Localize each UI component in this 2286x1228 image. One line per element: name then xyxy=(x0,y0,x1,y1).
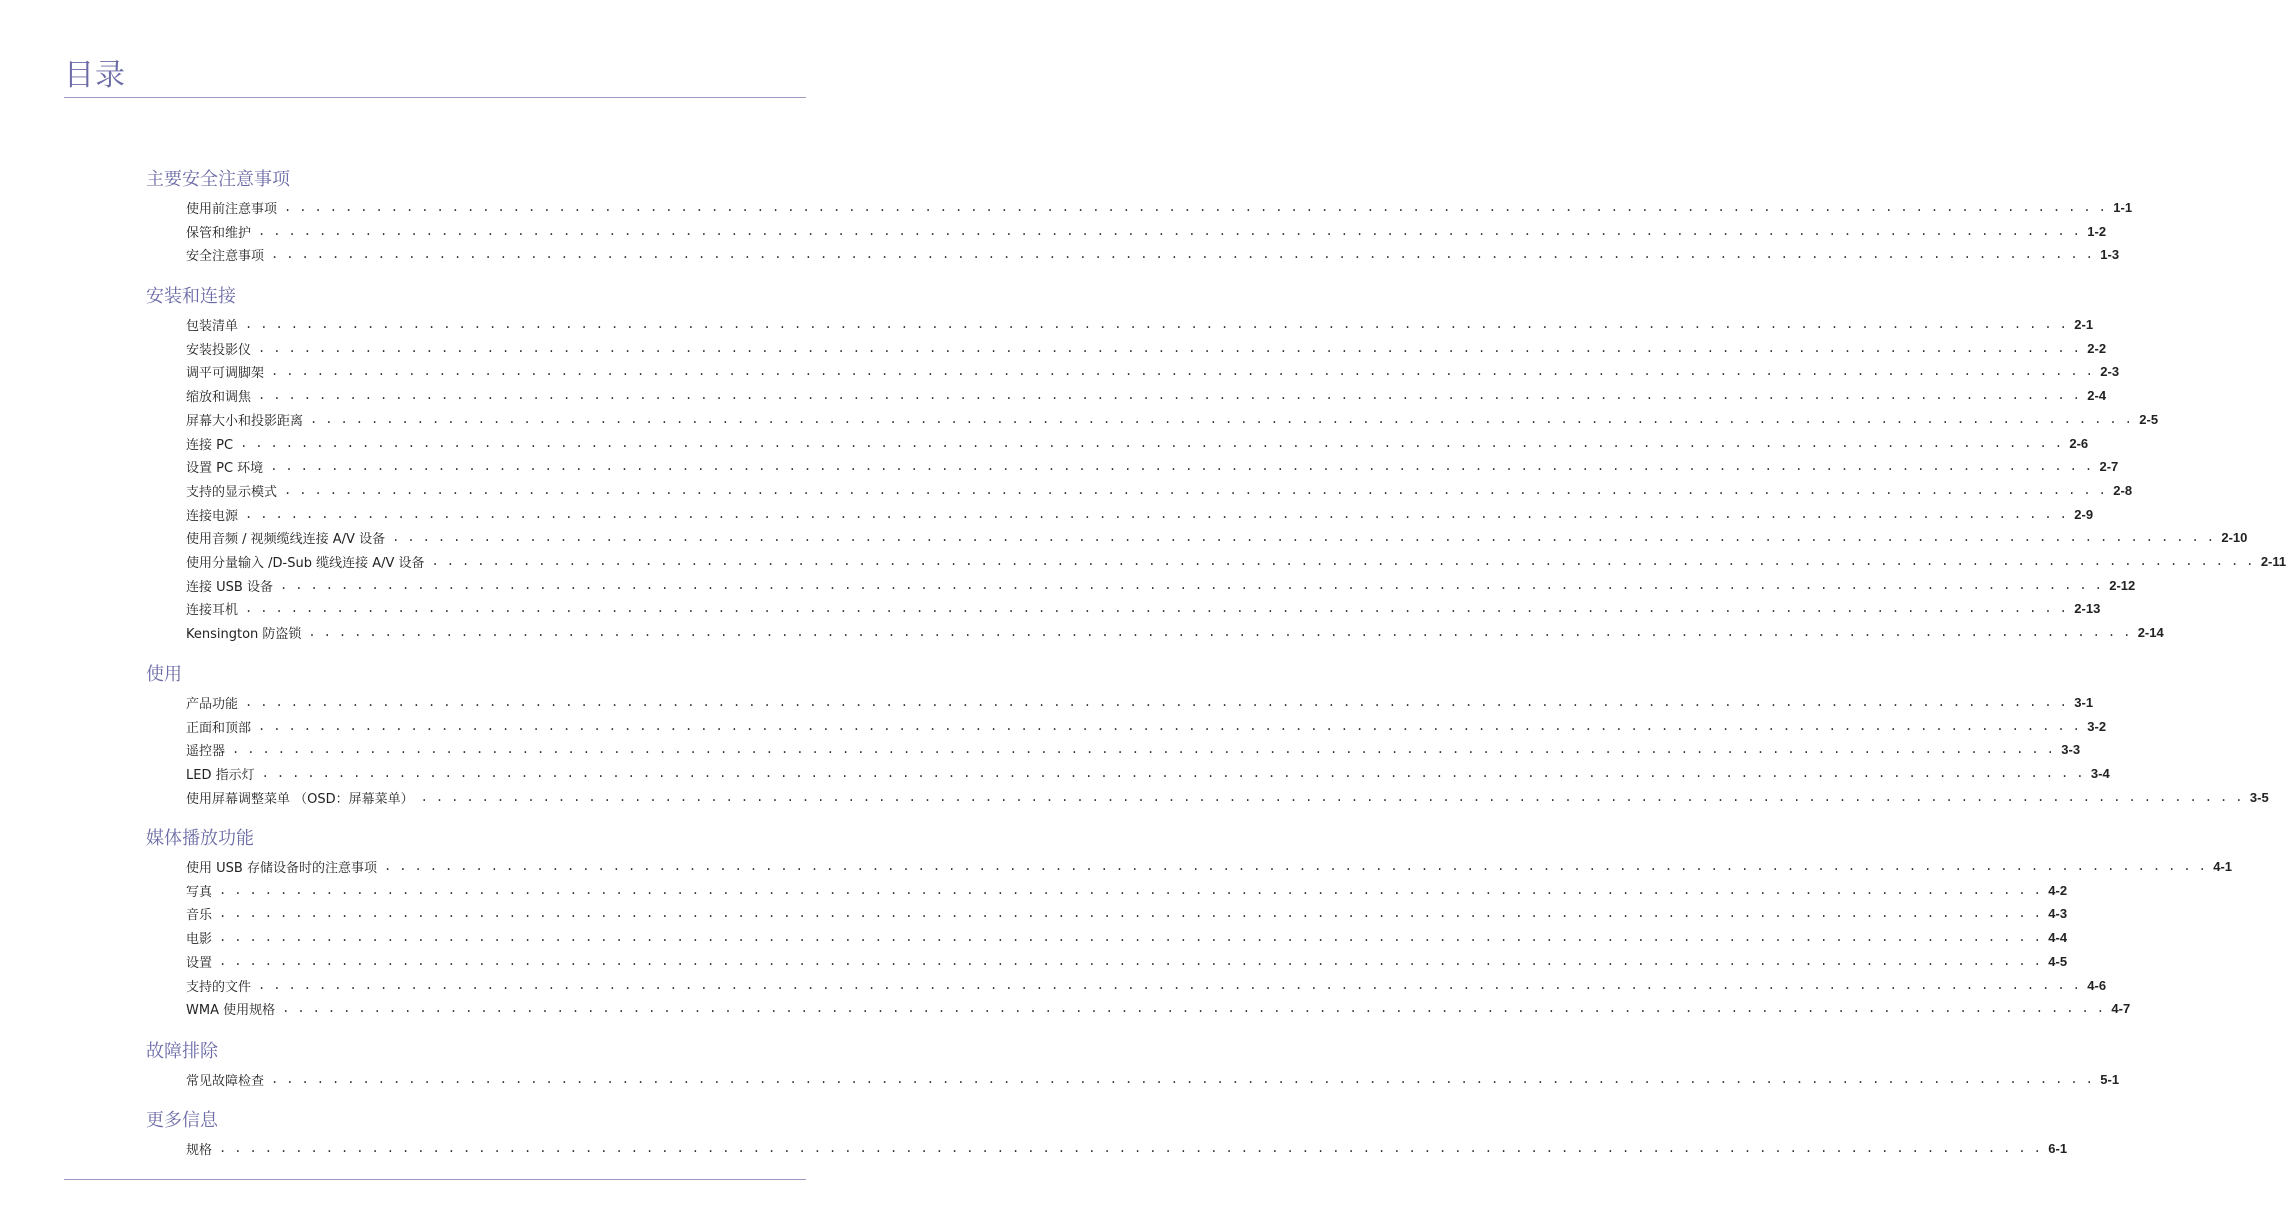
dot-leader: . . . . . . . . . . . . . . . . . . . . . . . . . . . . . . . . . . . . . . . . . . . . . . . . . . . . . . . . . . . . . . . . . . . . . . . . . . . . . . . . . . . . . . . . . . . . . . . . . . . . . . . . . . . . . . . . . . . . . . . . xyxy=(392,530,2215,544)
toc-entry-label: 产品功能 xyxy=(186,696,239,712)
section-heading: 使用 xyxy=(146,664,182,685)
toc-entry-label: 正面和顶部 xyxy=(186,720,252,736)
toc-entry-label: 使用音频 / 视频缆线连接 A/V 设备 xyxy=(186,531,386,547)
toc-entry[interactable] xyxy=(186,576,2136,595)
toc-entry[interactable] xyxy=(186,198,2133,217)
toc-entry-page-number: 3-1 xyxy=(2074,694,2094,710)
section-heading: 安装和连接 xyxy=(146,286,236,307)
toc-entry-label: 保管和维护 xyxy=(186,225,252,241)
toc-entry-page-number: 5-1 xyxy=(2100,1071,2120,1087)
toc-entry[interactable] xyxy=(186,857,2233,876)
toc-entry-label: 设置 PC 环境 xyxy=(186,460,264,476)
toc-entry-page-number: 4-2 xyxy=(2048,882,2068,898)
dot-leader: . . . . . . . . . . . . . . . . . . . . . . . . . . . . . . . . . . . . . . . . . . . . . . . . . . . . . . . . . . . . . . . . . . . . . . . . . . . . . . . . . . . . . . . . . . . . . . . . . . . . . . . . . . . . . . . . . . . . . . . . xyxy=(232,742,2055,756)
toc-entry-page-number: 4-7 xyxy=(2111,1000,2131,1016)
dot-leader: . . . . . . . . . . . . . . . . . . . . . . . . . . . . . . . . . . . . . . . . . . . . . . . . . . . . . . . . . . . . . . . . . . . . . . . . . . . . . . . . . . . . . . . . . . . . . . . . . . . . . . . . . . . . . . . . . . . . . . . . xyxy=(284,200,2107,214)
toc-entry-page-number: 2-4 xyxy=(2087,387,2107,403)
toc-entry-label: 连接电源 xyxy=(186,508,239,524)
toc-entry[interactable] xyxy=(186,599,2101,618)
toc-entry-label: 常见故障检查 xyxy=(186,1073,265,1089)
toc-entry-label: Kensington 防盗锁 xyxy=(186,626,302,642)
toc-entry[interactable] xyxy=(186,386,2107,405)
toc-entry-label: 安装投影仪 xyxy=(186,342,252,358)
section-heading: 主要安全注意事项 xyxy=(146,169,290,190)
dot-leader: . . . . . . . . . . . . . . . . . . . . . . . . . . . . . . . . . . . . . . . . . . . . . . . . . . . . . . . . . . . . . . . . . . . . . . . . . . . . . . . . . . . . . . . . . . . . . . . . . . . . . . . . . . . . . . . . . . . . . . . . xyxy=(245,601,2068,615)
dot-leader: . . . . . . . . . . . . . . . . . . . . . . . . . . . . . . . . . . . . . . . . . . . . . . . . . . . . . . . . . . . . . . . . . . . . . . . . . . . . . . . . . . . . . . . . . . . . . . . . . . . . . . . . . . . . . . . . . . . . . . . . xyxy=(219,906,2042,920)
toc-entry[interactable] xyxy=(186,528,2248,547)
toc-entry[interactable] xyxy=(186,788,2269,807)
dot-leader: . . . . . . . . . . . . . . . . . . . . . . . . . . . . . . . . . . . . . . . . . . . . . . . . . . . . . . . . . . . . . . . . . . . . . . . . . . . . . . . . . . . . . . . . . . . . . . . . . . . . . . . . . . . . . . . . . . . . . . . . xyxy=(245,695,2068,709)
toc-entry-page-number: 2-1 xyxy=(2074,316,2094,332)
page-title: 目录 xyxy=(64,58,126,93)
toc-entry-label: 设置 xyxy=(186,955,213,971)
toc-entry[interactable] xyxy=(186,623,2164,642)
toc-entry[interactable] xyxy=(186,952,2068,971)
dot-leader: . . . . . . . . . . . . . . . . . . . . . . . . . . . . . . . . . . . . . . . . . . . . . . . . . . . . . . . . . . . . . . . . . . . . . . . . . . . . . . . . . . . . . . . . . . . . . . . . . . . . . . . . . . . . . . . . . . . . . . . . xyxy=(219,883,2042,897)
toc-entry-page-number: 4-3 xyxy=(2048,905,2068,921)
toc-entry[interactable] xyxy=(186,410,2159,429)
toc-entry-label: 连接耳机 xyxy=(186,602,239,618)
toc-entry-page-number: 3-3 xyxy=(2061,741,2081,757)
dot-leader: . . . . . . . . . . . . . . . . . . . . . . . . . . . . . . . . . . . . . . . . . . . . . . . . . . . . . . . . . . . . . . . . . . . . . . . . . . . . . . . . . . . . . . . . . . . . . . . . . . . . . . . . . . . . . . . . . . . . . . . . xyxy=(258,224,2081,238)
toc-entry-label: 写真 xyxy=(186,884,213,900)
toc-entry-label: 使用分量输入 /D-Sub 缆线连接 A/V 设备 xyxy=(186,555,425,571)
toc-entry-label: 调平可调脚架 xyxy=(186,365,265,381)
toc-entry-page-number: 2-2 xyxy=(2087,340,2107,356)
dot-leader: . . . . . . . . . . . . . . . . . . . . . . . . . . . . . . . . . . . . . . . . . . . . . . . . . . . . . . . . . . . . . . . . . . . . . . . . . . . . . . . . . . . . . . . . . . . . . . . . . . . . . . . . . . . . . . . . . . . . . . . . xyxy=(240,436,2063,450)
toc-entry-label: WMA 使用规格 xyxy=(186,1002,276,1018)
toc-entry-page-number: 1-3 xyxy=(2100,246,2120,262)
toc-entry-page-number: 2-11 xyxy=(2260,553,2286,569)
title-divider xyxy=(64,97,806,98)
dot-leader: . . . . . . . . . . . . . . . . . . . . . . . . . . . . . . . . . . . . . . . . . . . . . . . . . . . . . . . . . . . . . . . . . . . . . . . . . . . . . . . . . . . . . . . . . . . . . . . . . . . . . . . . . . . . . . . . . . . . . . . . xyxy=(219,954,2042,968)
dot-leader: . . . . . . . . . . . . . . . . . . . . . . . . . . . . . . . . . . . . . . . . . . . . . . . . . . . . . . . . . . . . . . . . . . . . . . . . . . . . . . . . . . . . . . . . . . . . . . . . . . . . . . . . . . . . . . . . . . . . . . . . xyxy=(271,364,2094,378)
toc-entry[interactable] xyxy=(186,999,2131,1018)
footer-divider xyxy=(64,1179,806,1180)
toc-entry-label: 缩放和调焦 xyxy=(186,389,252,405)
dot-leader: . . . . . . . . . . . . . . . . . . . . . . . . . . . . . . . . . . . . . . . . . . . . . . . . . . . . . . . . . . . . . . . . . . . . . . . . . . . . . . . . . . . . . . . . . . . . . . . . . . . . . . . . . . . . . . . . . . . . . . . . xyxy=(261,766,2084,780)
dot-leader: . . . . . . . . . . . . . . . . . . . . . . . . . . . . . . . . . . . . . . . . . . . . . . . . . . . . . . . . . . . . . . . . . . . . . . . . . . . . . . . . . . . . . . . . . . . . . . . . . . . . . . . . . . . . . . . . . . . . . . . . xyxy=(258,341,2081,355)
toc-entry[interactable] xyxy=(186,457,2119,476)
toc-entry-page-number: 2-10 xyxy=(2221,529,2248,545)
toc-entry-page-number: 2-14 xyxy=(2137,624,2164,640)
toc-entry[interactable] xyxy=(186,481,2133,500)
dot-leader: . . . . . . . . . . . . . . . . . . . . . . . . . . . . . . . . . . . . . . . . . . . . . . . . . . . . . . . . . . . . . . . . . . . . . . . . . . . . . . . . . . . . . . . . . . . . . . . . . . . . . . . . . . . . . . . . . . . . . . . . xyxy=(431,554,2254,568)
toc-entry[interactable] xyxy=(186,1070,2120,1089)
toc-entry-label: 连接 PC xyxy=(186,437,234,453)
dot-leader: . . . . . . . . . . . . . . . . . . . . . . . . . . . . . . . . . . . . . . . . . . . . . . . . . . . . . . . . . . . . . . . . . . . . . . . . . . . . . . . . . . . . . . . . . . . . . . . . . . . . . . . . . . . . . . . . . . . . . . . . xyxy=(245,507,2068,521)
dot-leader: . . . . . . . . . . . . . . . . . . . . . . . . . . . . . . . . . . . . . . . . . . . . . . . . . . . . . . . . . . . . . . . . . . . . . . . . . . . . . . . . . . . . . . . . . . . . . . . . . . . . . . . . . . . . . . . . . . . . . . . . xyxy=(282,1001,2105,1015)
toc-entry-page-number: 2-7 xyxy=(2099,458,2119,474)
dot-leader: . . . . . . . . . . . . . . . . . . . . . . . . . . . . . . . . . . . . . . . . . . . . . . . . . . . . . . . . . . . . . . . . . . . . . . . . . . . . . . . . . . . . . . . . . . . . . . . . . . . . . . . . . . . . . . . . . . . . . . . . xyxy=(270,459,2093,473)
dot-leader: . . . . . . . . . . . . . . . . . . . . . . . . . . . . . . . . . . . . . . . . . . . . . . . . . . . . . . . . . . . . . . . . . . . . . . . . . . . . . . . . . . . . . . . . . . . . . . . . . . . . . . . . . . . . . . . . . . . . . . . . xyxy=(258,978,2081,992)
dot-leader: . . . . . . . . . . . . . . . . . . . . . . . . . . . . . . . . . . . . . . . . . . . . . . . . . . . . . . . . . . . . . . . . . . . . . . . . . . . . . . . . . . . . . . . . . . . . . . . . . . . . . . . . . . . . . . . . . . . . . . . . xyxy=(284,483,2107,497)
toc-entry[interactable] xyxy=(186,1139,2068,1158)
dot-leader: . . . . . . . . . . . . . . . . . . . . . . . . . . . . . . . . . . . . . . . . . . . . . . . . . . . . . . . . . . . . . . . . . . . . . . . . . . . . . . . . . . . . . . . . . . . . . . . . . . . . . . . . . . . . . . . . . . . . . . . . xyxy=(245,317,2068,331)
toc-entry[interactable] xyxy=(186,362,2120,381)
toc-entry-label: 支持的文件 xyxy=(186,979,252,995)
toc-entry-label: 使用屏幕调整菜单 （OSD：屏幕菜单） xyxy=(186,791,414,807)
dot-leader: . . . . . . . . . . . . . . . . . . . . . . . . . . . . . . . . . . . . . . . . . . . . . . . . . . . . . . . . . . . . . . . . . . . . . . . . . . . . . . . . . . . . . . . . . . . . . . . . . . . . . . . . . . . . . . . . . . . . . . . . xyxy=(258,719,2081,733)
toc-entry-label: 电影 xyxy=(186,931,213,947)
toc-entry-label: 规格 xyxy=(186,1142,213,1158)
toc-entry[interactable] xyxy=(186,505,2094,524)
toc-entry-page-number: 2-6 xyxy=(2069,435,2089,451)
toc-entry[interactable] xyxy=(186,693,2094,712)
toc-entry-page-number: 6-1 xyxy=(2048,1140,2068,1156)
toc-entry-label: 连接 USB 设备 xyxy=(186,579,273,595)
dot-leader: . . . . . . . . . . . . . . . . . . . . . . . . . . . . . . . . . . . . . . . . . . . . . . . . . . . . . . . . . . . . . . . . . . . . . . . . . . . . . . . . . . . . . . . . . . . . . . . . . . . . . . . . . . . . . . . . . . . . . . . . xyxy=(420,790,2243,804)
dot-leader: . . . . . . . . . . . . . . . . . . . . . . . . . . . . . . . . . . . . . . . . . . . . . . . . . . . . . . . . . . . . . . . . . . . . . . . . . . . . . . . . . . . . . . . . . . . . . . . . . . . . . . . . . . . . . . . . . . . . . . . . xyxy=(310,412,2133,426)
toc-entry[interactable] xyxy=(186,552,2286,571)
toc-entry-label: LED 指示灯 xyxy=(186,767,255,783)
dot-leader: . . . . . . . . . . . . . . . . . . . . . . . . . . . . . . . . . . . . . . . . . . . . . . . . . . . . . . . . . . . . . . . . . . . . . . . . . . . . . . . . . . . . . . . . . . . . . . . . . . . . . . . . . . . . . . . . . . . . . . . . xyxy=(308,625,2131,639)
toc-entry[interactable] xyxy=(186,245,2120,264)
toc-entry[interactable] xyxy=(186,928,2068,947)
toc-entry-label: 音乐 xyxy=(186,907,213,923)
toc-entry[interactable] xyxy=(186,717,2107,736)
dot-leader: . . . . . . . . . . . . . . . . . . . . . . . . . . . . . . . . . . . . . . . . . . . . . . . . . . . . . . . . . . . . . . . . . . . . . . . . . . . . . . . . . . . . . . . . . . . . . . . . . . . . . . . . . . . . . . . . . . . . . . . . xyxy=(219,1141,2042,1155)
toc-entry-page-number: 2-3 xyxy=(2100,363,2120,379)
toc-entry-label: 使用前注意事项 xyxy=(186,201,278,217)
toc-entry-page-number: 2-5 xyxy=(2139,411,2159,427)
toc-entry-page-number: 2-8 xyxy=(2113,482,2133,498)
toc-entry-page-number: 1-1 xyxy=(2113,199,2133,215)
dot-leader: . . . . . . . . . . . . . . . . . . . . . . . . . . . . . . . . . . . . . . . . . . . . . . . . . . . . . . . . . . . . . . . . . . . . . . . . . . . . . . . . . . . . . . . . . . . . . . . . . . . . . . . . . . . . . . . . . . . . . . . . xyxy=(383,859,2207,873)
toc-entry-label: 使用 USB 存储设备时的注意事项 xyxy=(186,860,377,876)
toc-entry[interactable] xyxy=(186,339,2107,358)
toc-entry-page-number: 3-4 xyxy=(2090,765,2110,781)
toc-entry-page-number: 2-13 xyxy=(2074,600,2101,616)
toc-entry-page-number: 4-1 xyxy=(2213,858,2233,874)
toc-entry-page-number: 4-6 xyxy=(2087,977,2107,993)
toc-entry-page-number: 3-2 xyxy=(2087,718,2107,734)
toc-entry[interactable] xyxy=(186,740,2081,759)
toc-entry-label: 支持的显示模式 xyxy=(186,484,278,500)
toc-entry[interactable] xyxy=(186,434,2089,453)
toc-entry[interactable] xyxy=(186,976,2107,995)
toc-entry-label: 安全注意事项 xyxy=(186,248,265,264)
toc-entry-page-number: 3-5 xyxy=(2249,789,2269,805)
toc-entry-page-number: 1-2 xyxy=(2087,223,2107,239)
section-heading: 故障排除 xyxy=(146,1041,218,1062)
dot-leader: . . . . . . . . . . . . . . . . . . . . . . . . . . . . . . . . . . . . . . . . . . . . . . . . . . . . . . . . . . . . . . . . . . . . . . . . . . . . . . . . . . . . . . . . . . . . . . . . . . . . . . . . . . . . . . . . . . . . . . . . xyxy=(219,930,2042,944)
toc-entry-label: 屏幕大小和投影距离 xyxy=(186,413,304,429)
toc-entry[interactable] xyxy=(186,904,2068,923)
toc-entry-page-number: 4-4 xyxy=(2048,929,2068,945)
dot-leader: . . . . . . . . . . . . . . . . . . . . . . . . . . . . . . . . . . . . . . . . . . . . . . . . . . . . . . . . . . . . . . . . . . . . . . . . . . . . . . . . . . . . . . . . . . . . . . . . . . . . . . . . . . . . . . . . . . . . . . . . xyxy=(279,578,2103,592)
toc-entry-label: 包装清单 xyxy=(186,318,239,334)
section-heading: 更多信息 xyxy=(146,1110,218,1131)
dot-leader: . . . . . . . . . . . . . . . . . . . . . . . . . . . . . . . . . . . . . . . . . . . . . . . . . . . . . . . . . . . . . . . . . . . . . . . . . . . . . . . . . . . . . . . . . . . . . . . . . . . . . . . . . . . . . . . . . . . . . . . . xyxy=(271,247,2094,261)
toc-entry-page-number: 2-9 xyxy=(2074,506,2094,522)
dot-leader: . . . . . . . . . . . . . . . . . . . . . . . . . . . . . . . . . . . . . . . . . . . . . . . . . . . . . . . . . . . . . . . . . . . . . . . . . . . . . . . . . . . . . . . . . . . . . . . . . . . . . . . . . . . . . . . . . . . . . . . . xyxy=(271,1072,2094,1086)
toc-entry-label: 遥控器 xyxy=(186,743,226,759)
toc-entry[interactable] xyxy=(186,881,2068,900)
toc-entry[interactable] xyxy=(186,764,2110,783)
toc-entry-page-number: 4-5 xyxy=(2048,953,2068,969)
section-heading: 媒体播放功能 xyxy=(146,828,254,849)
toc-entry-page-number: 2-12 xyxy=(2109,577,2136,593)
dot-leader: . . . . . . . . . . . . . . . . . . . . . . . . . . . . . . . . . . . . . . . . . . . . . . . . . . . . . . . . . . . . . . . . . . . . . . . . . . . . . . . . . . . . . . . . . . . . . . . . . . . . . . . . . . . . . . . . . . . . . . . . xyxy=(258,388,2081,402)
toc-entry[interactable] xyxy=(186,315,2094,334)
toc-entry[interactable] xyxy=(186,222,2107,241)
